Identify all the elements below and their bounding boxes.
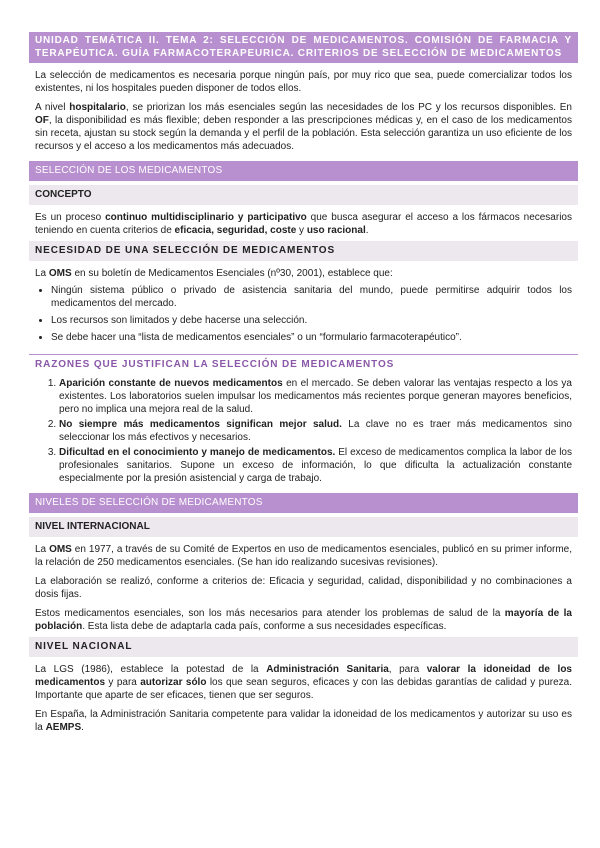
subheader-nivel-internacional: NIVEL INTERNACIONAL (29, 517, 578, 537)
list-item: • Los recursos son limitados y debe hacerse una selección. (51, 314, 572, 327)
necesidad-bullet-list (29, 284, 578, 344)
nacional-paragraph-1: La LGS (1986), establece la potestad de la Administración Sanitaria, para valorar la idoneidad de los medicamentos y para autorizar sólo los que sean seguros, eficaces y con las debidas garantías de calidad y pureza. Importante que aparte de ser eficaces, tienen que ser seguros. (35, 664, 572, 701)
list-item: • Se debe hacer una “lista de medicamentos esenciales” o un “formulario farmacoterapéutico”. (51, 331, 572, 344)
subheader-concepto: CONCEPTO (29, 185, 578, 205)
list-item: 2. No siempre más medicamentos significan mejor salud. La clave no es traer más medicamentos sino seleccionar los más efectivos y necesarios. (59, 418, 572, 444)
necesidad-intro: La OMS en su boletín de Medicamentos Esenciales (nº30, 2001), establece que: (35, 268, 393, 279)
concepto-paragraph: Es un proceso continuo multidisciplinario y participativo que busca asegurar el acceso a los fármacos necesarios teniendo en cuenta criterios de eficacia, seguridad, coste y uso racional. (35, 212, 572, 236)
list-item: 3. Dificultad en el conocimiento y manejo de medicamentos. El exceso de medicamentos complica la labor de los profesionales sanitarios. Supone un exceso de información, lo que dificulta la actualización constante especialmente por la presión asistencial y carga de trabajo. (59, 446, 572, 485)
internacional-paragraph-3: Estos medicamentos esenciales, son los más necesarios para atender los problemas de salud de la mayoría de la población. Esta lista debe de adaptarla cada país, conforme a sus necesidades específicas. (35, 608, 572, 632)
nacional-paragraph-2: En España, la Administración Sanitaria competente para validar la idoneidad de los medicamentos y autorizar su uso es la AEMPS. (35, 709, 572, 733)
section-header-seleccion: SELECCIÓN DE LOS MEDICAMENTOS (29, 161, 578, 181)
razones-numbered-list (29, 377, 578, 485)
internacional-paragraph-2: La elaboración se realizó, conforme a criterios de: Eficacia y seguridad, calidad, disponibilidad y no combinaciones a dosis fijas. (35, 576, 572, 600)
list-item: • Ningún sistema público o privado de asistencia sanitaria del mundo, puede permitirse adquirir todos los medicamentos del mercado. (51, 284, 572, 310)
document-title: UNIDAD TEMÁTICA II. TEMA 2: SELECCIÓN DE MEDICAMENTOS. COMISIÓN DE FARMACIA Y TERAPÉUTICA. GUÍA FARMACOTERAPEURICA. CRITERIOS DE SELECCIÓN DE MEDICAMENTOS (29, 32, 578, 63)
subheader-razones: RAZONES QUE JUSTIFICAN LA SELECCIÓN DE MEDICAMENTOS (29, 354, 578, 373)
section-header-niveles: NIVELES DE SELECCIÓN DE MEDICAMENTOS (29, 493, 578, 513)
subheader-nivel-nacional: NIVEL NACIONAL (29, 637, 578, 657)
subheader-necesidad: NECESIDAD DE UNA SELECCIÓN DE MEDICAMENTOS (29, 241, 578, 261)
list-item: 1. Aparición constante de nuevos medicamentos en el mercado. Se deben valorar las ventajas respecto a los ya existentes. Los laboratorios suelen impulsar los medicamentos más recientes porque generan mayores beneficios, pero no implica una mejora real de la salud. (59, 377, 572, 416)
internacional-paragraph-1: La OMS en 1977, a través de su Comité de Expertos en uso de medicamentos esenciales, publicó en su primer informe, la relación de 250 medicamentos esenciales. (Se han ido realizando sucesivas revisiones). (35, 544, 572, 568)
intro-paragraph-2: A nivel hospitalario, se priorizan los más esenciales según las necesidades de los PC y los recursos disponibles. En OF, la disponibilidad es más flexible; deben responder a las prescripciones médicas y, en el caso de los medicamentos sin receta, ajustan su stock según la demanda y el perfil de la población. Esta selección garantiza un uso eficiente de los recursos y el acceso a los medicamentos más adecuados. (35, 102, 572, 152)
document-page (29, 32, 578, 734)
intro-paragraph-1: La selección de medicamentos es necesaria porque ningún país, por muy rico que sea, puede comercializar todos los existentes, ni los hospitales pueden disponer de todos ellos. (35, 70, 572, 94)
